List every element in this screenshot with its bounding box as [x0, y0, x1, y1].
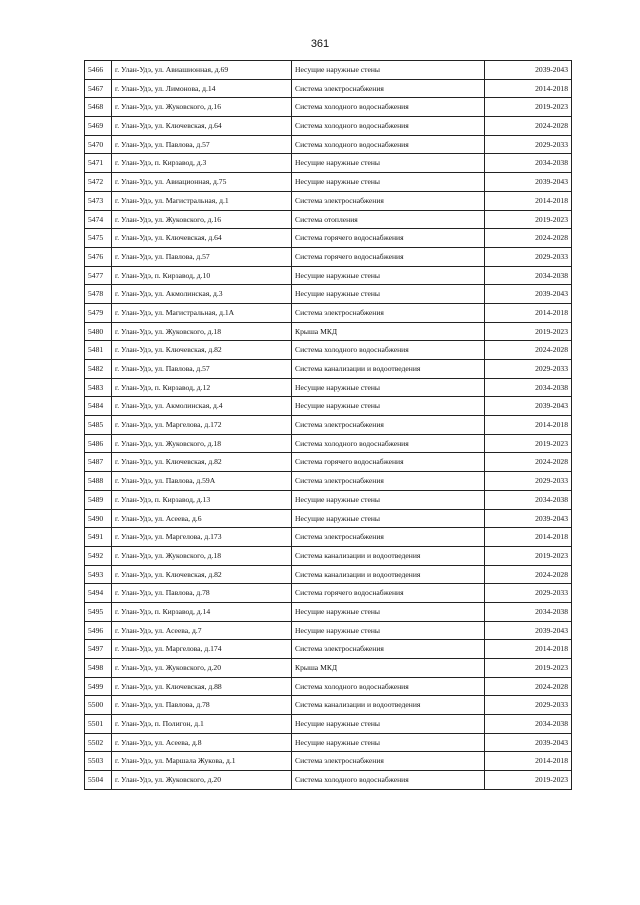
cell-period: 2034-2038	[485, 490, 572, 509]
cell-address: г. Улан-Удэ, ул. Жуковского, д.18	[112, 546, 292, 565]
cell-system: Несущие наружные стены	[292, 378, 485, 397]
cell-number: 5500	[85, 696, 112, 715]
table-row	[85, 416, 572, 435]
cell-address: г. Улан-Удэ, ул. Ключевская, д.82	[112, 341, 292, 360]
cell-period: 2039-2043	[485, 173, 572, 192]
cell-system: Система электроснабжения	[292, 79, 485, 98]
cell-number: 5499	[85, 677, 112, 696]
cell-system: Система электроснабжения	[292, 303, 485, 322]
cell-system: Система электроснабжения	[292, 528, 485, 547]
cell-period: 2034-2038	[485, 602, 572, 621]
cell-system: Несущие наружные стены	[292, 173, 485, 192]
cell-address: г. Улан-Удэ, ул. Магистральная, д.1	[112, 191, 292, 210]
table-body	[85, 61, 572, 790]
cell-system: Система холодного водоснабжения	[292, 135, 485, 154]
cell-number: 5479	[85, 303, 112, 322]
cell-period: 2039-2043	[485, 509, 572, 528]
table-row	[85, 341, 572, 360]
cell-system: Система холодного водоснабжения	[292, 117, 485, 136]
cell-period: 2019-2023	[485, 771, 572, 790]
table-row	[85, 173, 572, 192]
cell-system: Несущие наружные стены	[292, 509, 485, 528]
cell-period: 2014-2018	[485, 416, 572, 435]
table-row	[85, 79, 572, 98]
cell-number: 5473	[85, 191, 112, 210]
cell-period: 2029-2033	[485, 472, 572, 491]
cell-address: г. Улан-Удэ, ул. Жуковского, д.20	[112, 659, 292, 678]
table-row	[85, 771, 572, 790]
table-row	[85, 135, 572, 154]
cell-system: Система канализации и водоотведения	[292, 565, 485, 584]
cell-number: 5478	[85, 285, 112, 304]
cell-system: Система электроснабжения	[292, 191, 485, 210]
cell-number: 5494	[85, 584, 112, 603]
cell-period: 2024-2028	[485, 229, 572, 248]
cell-address: г. Улан-Удэ, ул. Акмолинская, д.4	[112, 397, 292, 416]
cell-address: г. Улан-Удэ, ул. Асеева, д.6	[112, 509, 292, 528]
cell-system: Крыша МКД	[292, 322, 485, 341]
cell-number: 5501	[85, 715, 112, 734]
table-row	[85, 528, 572, 547]
cell-address: г. Улан-Удэ, ул. Маршала Жукова, д.1	[112, 752, 292, 771]
cell-address: г. Улан-Удэ, ул. Авиашионная, д.69	[112, 61, 292, 80]
cell-system: Система канализации и водоотведения	[292, 546, 485, 565]
cell-number: 5475	[85, 229, 112, 248]
cell-period: 2019-2023	[485, 546, 572, 565]
cell-number: 5469	[85, 117, 112, 136]
cell-system: Несущие наружные стены	[292, 602, 485, 621]
cell-address: г. Улан-Удэ, ул. Жуковского, д.20	[112, 771, 292, 790]
cell-address: г. Улан-Удэ, ул. Павлова, д.78	[112, 584, 292, 603]
cell-number: 5467	[85, 79, 112, 98]
cell-system: Несущие наружные стены	[292, 266, 485, 285]
cell-address: г. Улан-Удэ, ул. Павлова, д.57	[112, 360, 292, 379]
cell-address: г. Улан-Удэ, ул. Павлова, д.57	[112, 135, 292, 154]
table-row	[85, 752, 572, 771]
cell-number: 5480	[85, 322, 112, 341]
cell-number: 5476	[85, 247, 112, 266]
cell-address: г. Улан-Удэ, ул. Лимонова, д.14	[112, 79, 292, 98]
cell-address: г. Улан-Удэ, ул. Жуковского, д.18	[112, 322, 292, 341]
cell-number: 5495	[85, 602, 112, 621]
table-row	[85, 715, 572, 734]
cell-number: 5491	[85, 528, 112, 547]
table-row	[85, 378, 572, 397]
cell-period: 2029-2033	[485, 247, 572, 266]
cell-address: г. Улан-Удэ, ул. Магистральная, д.1А	[112, 303, 292, 322]
cell-period: 2024-2028	[485, 341, 572, 360]
cell-period: 2039-2043	[485, 397, 572, 416]
cell-period: 2039-2043	[485, 621, 572, 640]
cell-period: 2019-2023	[485, 434, 572, 453]
table-row	[85, 397, 572, 416]
table-row	[85, 191, 572, 210]
table-row	[85, 584, 572, 603]
cell-number: 5490	[85, 509, 112, 528]
table-row	[85, 98, 572, 117]
cell-address: г. Улан-Удэ, ул. Ключевская, д.82	[112, 453, 292, 472]
cell-period: 2024-2028	[485, 453, 572, 472]
table-row	[85, 322, 572, 341]
cell-number: 5483	[85, 378, 112, 397]
cell-period: 2024-2028	[485, 117, 572, 136]
cell-address: г. Улан-Удэ, ул. Маргелова, д.172	[112, 416, 292, 435]
cell-address: г. Улан-Удэ, ул. Ключевская, д.88	[112, 677, 292, 696]
cell-number: 5493	[85, 565, 112, 584]
table-row	[85, 154, 572, 173]
cell-number: 5468	[85, 98, 112, 117]
cell-period: 2039-2043	[485, 285, 572, 304]
cell-system: Несущие наружные стены	[292, 490, 485, 509]
cell-period: 2014-2018	[485, 79, 572, 98]
table-row	[85, 285, 572, 304]
table-row	[85, 621, 572, 640]
table-row	[85, 434, 572, 453]
cell-number: 5485	[85, 416, 112, 435]
cell-address: г. Улан-Удэ, ул. Павлова, д.78	[112, 696, 292, 715]
table-row	[85, 453, 572, 472]
cell-number: 5487	[85, 453, 112, 472]
table-row	[85, 247, 572, 266]
cell-address: г. Улан-Удэ, п. Кирзавод, д.10	[112, 266, 292, 285]
cell-number: 5489	[85, 490, 112, 509]
cell-number: 5486	[85, 434, 112, 453]
table-row	[85, 210, 572, 229]
table-row	[85, 659, 572, 678]
cell-number: 5492	[85, 546, 112, 565]
cell-period: 2029-2033	[485, 135, 572, 154]
table-row	[85, 565, 572, 584]
cell-period: 2029-2033	[485, 696, 572, 715]
cell-address: г. Улан-Удэ, ул. Авиационная, д.75	[112, 173, 292, 192]
cell-system: Несущие наружные стены	[292, 397, 485, 416]
cell-number: 5471	[85, 154, 112, 173]
table-row	[85, 602, 572, 621]
cell-period: 2039-2043	[485, 733, 572, 752]
cell-system: Несущие наружные стены	[292, 285, 485, 304]
cell-period: 2034-2038	[485, 154, 572, 173]
cell-address: г. Улан-Удэ, п. Кирзавод, д.3	[112, 154, 292, 173]
cell-number: 5503	[85, 752, 112, 771]
cell-system: Система холодного водоснабжения	[292, 98, 485, 117]
cell-number: 5504	[85, 771, 112, 790]
cell-period: 2029-2033	[485, 360, 572, 379]
repair-schedule-table	[84, 60, 572, 790]
cell-period: 2019-2023	[485, 659, 572, 678]
cell-number: 5497	[85, 640, 112, 659]
cell-number: 5482	[85, 360, 112, 379]
cell-address: г. Улан-Удэ, ул. Ключевская, д.64	[112, 229, 292, 248]
cell-address: г. Улан-Удэ, ул. Жуковского, д.18	[112, 434, 292, 453]
cell-period: 2034-2038	[485, 715, 572, 734]
cell-address: г. Улан-Удэ, ул. Ключевская, д.82	[112, 565, 292, 584]
cell-address: г. Улан-Удэ, ул. Маргелова, д.173	[112, 528, 292, 547]
cell-address: г. Улан-Удэ, ул. Маргелова, д.174	[112, 640, 292, 659]
cell-period: 2039-2043	[485, 61, 572, 80]
cell-address: г. Улан-Удэ, ул. Жуковского, д.16	[112, 98, 292, 117]
cell-system: Система отопления	[292, 210, 485, 229]
table-row	[85, 696, 572, 715]
cell-system: Система горячего водоснабжения	[292, 453, 485, 472]
cell-number: 5498	[85, 659, 112, 678]
cell-period: 2019-2023	[485, 210, 572, 229]
cell-period: 2034-2038	[485, 266, 572, 285]
cell-number: 5484	[85, 397, 112, 416]
cell-system: Система электроснабжения	[292, 640, 485, 659]
cell-address: г. Улан-Удэ, ул. Акмолинская, д.3	[112, 285, 292, 304]
cell-period: 2014-2018	[485, 191, 572, 210]
cell-number: 5488	[85, 472, 112, 491]
table-row	[85, 640, 572, 659]
table-row	[85, 490, 572, 509]
cell-address: г. Улан-Удэ, ул. Ключевская, д.64	[112, 117, 292, 136]
cell-number: 5477	[85, 266, 112, 285]
table-row	[85, 472, 572, 491]
cell-period: 2014-2018	[485, 640, 572, 659]
cell-address: г. Улан-Удэ, п. Кирзавод, д.14	[112, 602, 292, 621]
table-row	[85, 61, 572, 80]
page-number: 361	[310, 38, 330, 50]
table-row	[85, 117, 572, 136]
cell-period: 2019-2023	[485, 322, 572, 341]
table-row	[85, 266, 572, 285]
cell-system: Несущие наружные стены	[292, 154, 485, 173]
cell-system: Несущие наружные стены	[292, 715, 485, 734]
table-row	[85, 360, 572, 379]
cell-system: Система холодного водоснабжения	[292, 677, 485, 696]
cell-system: Система холодного водоснабжения	[292, 341, 485, 360]
cell-number: 5470	[85, 135, 112, 154]
cell-system: Система горячего водоснабжения	[292, 229, 485, 248]
cell-address: г. Улан-Удэ, п. Кирзавод, д.13	[112, 490, 292, 509]
cell-address: г. Улан-Удэ, п. Кирзавод, д.12	[112, 378, 292, 397]
cell-period: 2019-2023	[485, 98, 572, 117]
cell-system: Несущие наружные стены	[292, 733, 485, 752]
cell-period: 2014-2018	[485, 528, 572, 547]
cell-period: 2029-2033	[485, 584, 572, 603]
cell-system: Система холодного водоснабжения	[292, 434, 485, 453]
cell-period: 2034-2038	[485, 378, 572, 397]
cell-number: 5472	[85, 173, 112, 192]
cell-system: Система электроснабжения	[292, 752, 485, 771]
cell-period: 2024-2028	[485, 565, 572, 584]
cell-number: 5474	[85, 210, 112, 229]
cell-address: г. Улан-Удэ, ул. Жуковского, д.16	[112, 210, 292, 229]
table-row	[85, 733, 572, 752]
cell-address: г. Улан-Удэ, п. Полигон, д.1	[112, 715, 292, 734]
cell-system: Система горячего водоснабжения	[292, 584, 485, 603]
cell-address: г. Улан-Удэ, ул. Асеева, д.8	[112, 733, 292, 752]
table-row	[85, 229, 572, 248]
cell-system: Крыша МКД	[292, 659, 485, 678]
cell-number: 5496	[85, 621, 112, 640]
cell-system: Система электроснабжения	[292, 416, 485, 435]
table-row	[85, 509, 572, 528]
cell-number: 5481	[85, 341, 112, 360]
cell-number: 5466	[85, 61, 112, 80]
table-row	[85, 677, 572, 696]
cell-system: Система горячего водоснабжения	[292, 247, 485, 266]
cell-system: Несущие наружные стены	[292, 621, 485, 640]
cell-period: 2014-2018	[485, 752, 572, 771]
cell-system: Система канализации и водоотведения	[292, 360, 485, 379]
cell-system: Несущие наружные стены	[292, 61, 485, 80]
cell-address: г. Улан-Удэ, ул. Павлова, д.59А	[112, 472, 292, 491]
cell-system: Система холодного водоснабжения	[292, 771, 485, 790]
cell-system: Система электроснабжения	[292, 472, 485, 491]
cell-period: 2024-2028	[485, 677, 572, 696]
cell-address: г. Улан-Удэ, ул. Павлова, д.57	[112, 247, 292, 266]
cell-number: 5502	[85, 733, 112, 752]
cell-period: 2014-2018	[485, 303, 572, 322]
table-row	[85, 546, 572, 565]
table-row	[85, 303, 572, 322]
cell-address: г. Улан-Удэ, ул. Асеева, д.7	[112, 621, 292, 640]
cell-system: Система канализации и водоотведения	[292, 696, 485, 715]
